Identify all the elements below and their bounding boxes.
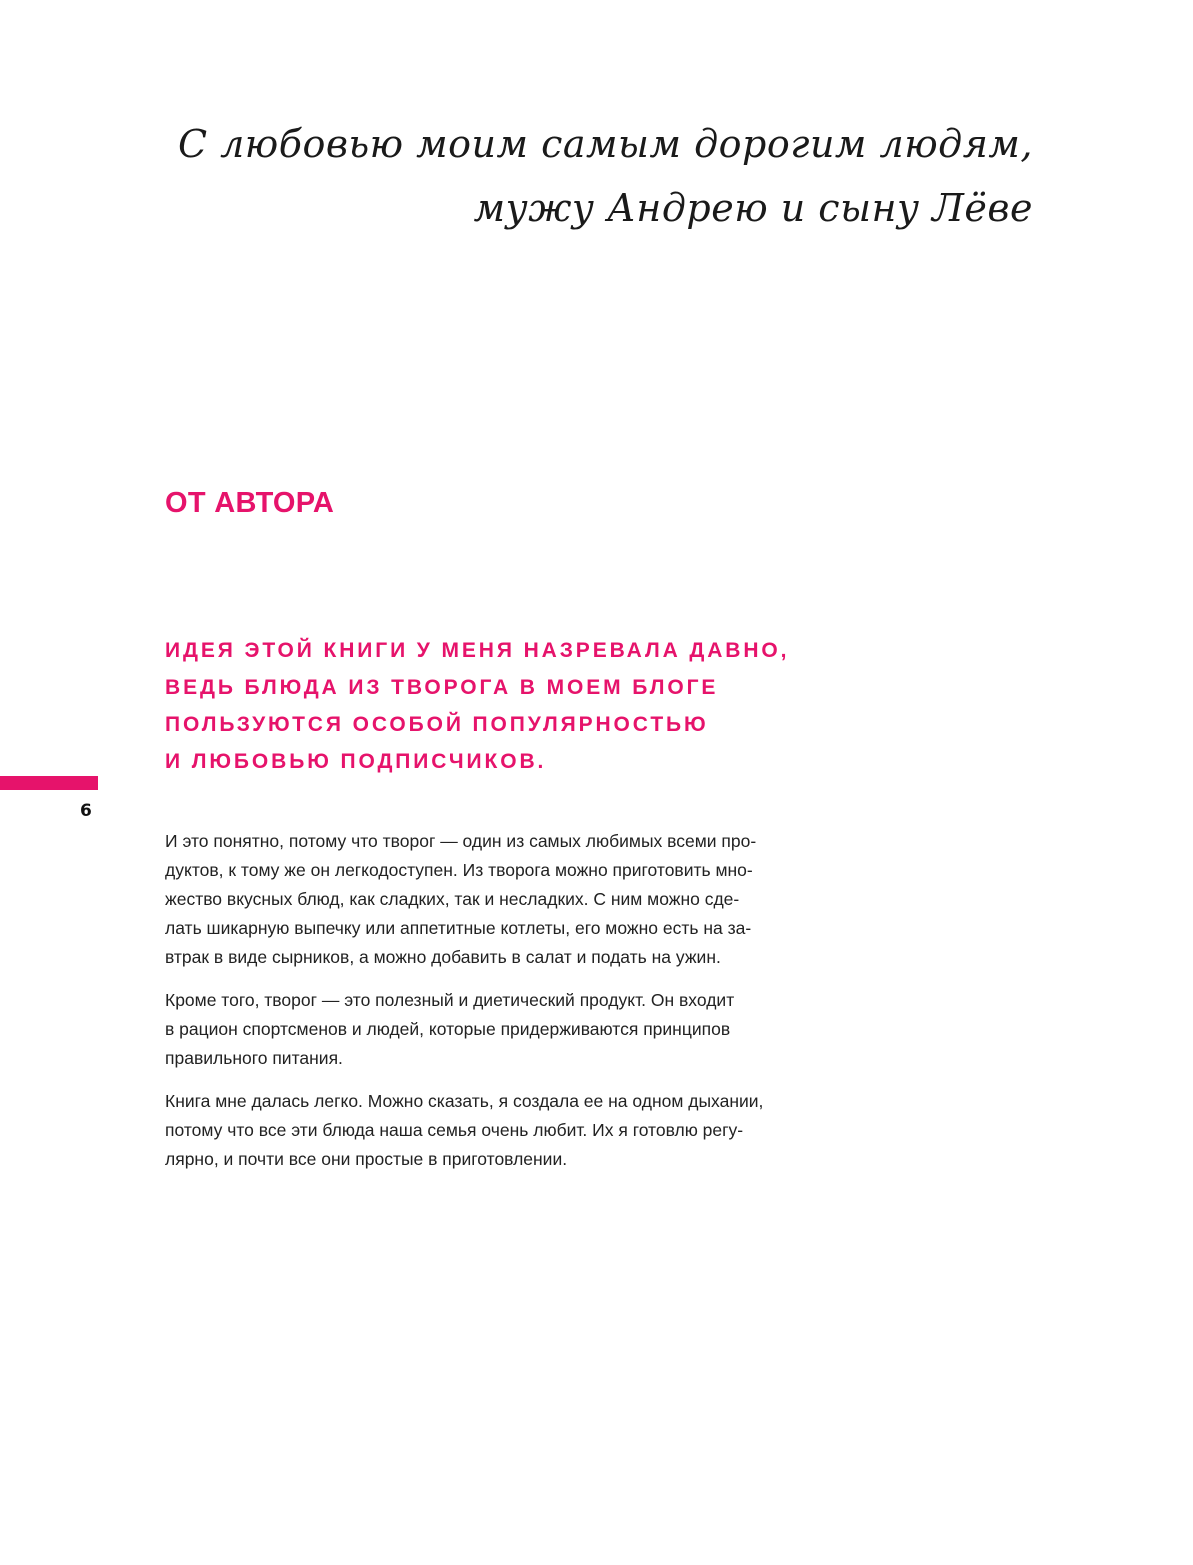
dedication-line: С любовью моим самым дорогим людям, <box>177 122 1033 166</box>
dedication <box>178 112 1033 240</box>
page-number: 6 <box>80 801 92 821</box>
paragraph <box>165 1087 763 1174</box>
paragraph-line: потому что все эти блюда наша семья очень любит. Их я готовлю регу- <box>165 1120 744 1140</box>
paragraph-line: лярно, и почти все они простые в приготовлении. <box>165 1149 568 1169</box>
paragraph-line: Книга мне далась легко. Можно сказать, я создала ее на одном дыхании, <box>165 1091 764 1111</box>
dedication-line: мужу Андрею и сыну Лёве <box>473 186 1033 230</box>
lead-line: И ЛЮБОВЬЮ ПОДПИСЧИКОВ. <box>165 750 547 773</box>
paragraph <box>165 827 763 972</box>
section-title: ОТ АВТОРА <box>165 487 335 519</box>
paragraph-line: дуктов, к тому же он легкодоступен. Из творога можно приготовить мно- <box>165 860 753 880</box>
paragraph-line: жество вкусных блюд, как сладких, так и несладких. С ним можно сде- <box>165 889 740 909</box>
lead-paragraph <box>165 632 789 780</box>
paragraph-line: лать шикарную выпечку или аппетитные котлеты, его можно есть на за- <box>165 918 752 938</box>
paragraph-line: правильного питания. <box>165 1048 343 1068</box>
body-text <box>165 827 763 1188</box>
paragraph <box>165 986 763 1073</box>
paragraph-line: И это понятно, потому что творог — один из самых любимых всеми про- <box>165 831 757 851</box>
paragraph-line: втрак в виде сырников, а можно добавить в салат и подать на ужин. <box>165 947 721 967</box>
page-marker-bar <box>0 776 98 790</box>
lead-line: ИДЕЯ ЭТОЙ КНИГИ У МЕНЯ НАЗРЕВАЛА ДАВНО, <box>165 639 790 662</box>
paragraph-line: в рацион спортсменов и людей, которые придерживаются принципов <box>165 1019 731 1039</box>
lead-line: ПОЛЬЗУЮТСЯ ОСОБОЙ ПОПУЛЯРНОСТЬЮ <box>165 713 709 736</box>
paragraph-line: Кроме того, творог — это полезный и диетический продукт. Он входит <box>165 990 735 1010</box>
lead-line: ВЕДЬ БЛЮДА ИЗ ТВОРОГА В МОЕМ БЛОГЕ <box>165 676 719 699</box>
